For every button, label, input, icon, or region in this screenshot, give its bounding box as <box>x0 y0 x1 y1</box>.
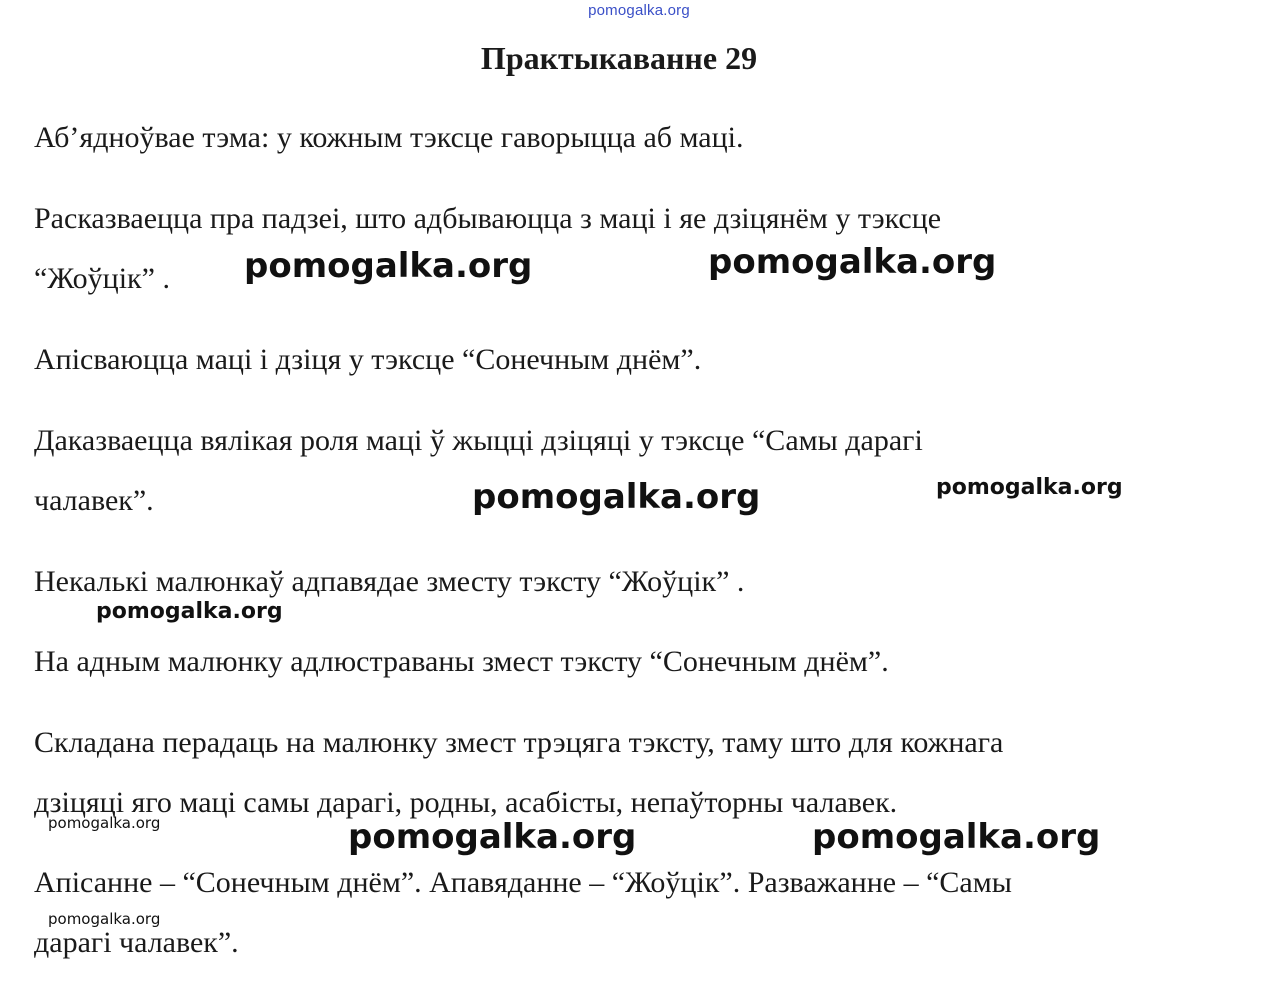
site-link[interactable]: pomogalka.org <box>588 2 690 19</box>
text-line: чалавек”. <box>34 484 154 517</box>
text-line: Складана перадаць на малюнку змест трэцяга тэксту, таму што для кожнага <box>34 726 1004 759</box>
paragraph-third-text <box>34 713 1003 833</box>
paragraph-picture-sunny-day <box>34 632 889 692</box>
text-line: Апісанне – “Сонечным днём”. Апавяданне – “Жоўцік”. Разважанне – “Самы <box>34 866 1012 899</box>
watermark: pomogalka.org <box>812 817 1101 857</box>
text-line: На адным малюнку адлюстраваны змест тэксту “Сонечным днём”. <box>34 645 889 678</box>
paragraph-sunny-day <box>34 330 701 390</box>
paragraph-theme <box>34 108 744 168</box>
watermark: pomogalka.org <box>936 475 1123 500</box>
page-title: Практыкаванне 29 <box>480 40 758 76</box>
text-line: Апісваюцца маці і дзіця у тэксце “Сонечным днём”. <box>34 343 702 376</box>
watermark: pomogalka.org <box>244 246 533 286</box>
watermark: pomogalka.org <box>96 599 283 624</box>
watermark: pomogalka.org <box>348 817 637 857</box>
watermark: pomogalka.org <box>48 814 161 832</box>
text-line: Даказваецца вялікая роля маці ў жыцці дзіцяці у тэксце “Самы дарагі <box>34 424 923 457</box>
text-line: дзіцяці яго маці самы дарагі, родны, асабісты, непаўторны чалавек. <box>34 786 898 819</box>
text-line: Некалькі малюнкаў адпавядае зместу тэксту “Жоўцік” . <box>34 565 745 598</box>
watermark: pomogalka.org <box>48 910 161 928</box>
watermark: pomogalka.org <box>472 477 761 517</box>
text-line: “Жоўцік” . <box>34 262 170 295</box>
watermark: pomogalka.org <box>708 242 997 282</box>
text-line: Расказваецца пра падзеі, што адбываюцца з маці і яе дзіцянём у тэксце <box>34 202 942 235</box>
text-line: Аб’ядноўвае тэма: у кожным тэксце гаворыцца аб маці. <box>34 121 744 154</box>
text-line: дарагі чалавек”. <box>34 926 239 959</box>
paragraph-genres <box>34 853 1012 973</box>
